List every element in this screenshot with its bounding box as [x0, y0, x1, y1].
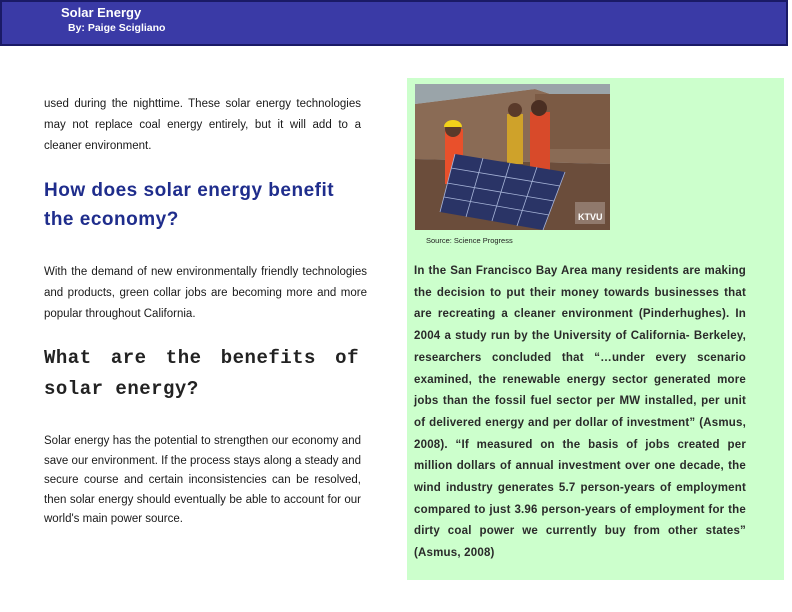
intro-paragraph: used during the nighttime. These solar energy technologies may not replace coal energy entirely, but it will add to a cleaner environment.: [44, 98, 361, 152]
benefits-paragraph: Solar energy has the potential to strengthen our economy and save our environment. If the process stays along a steady and secure course and certain inconsistencies can be resolved, then solar energy should eventually be able to account for our world's main power source.: [44, 435, 361, 525]
photo-caption: Source: Science Progress: [426, 236, 513, 245]
ktvu-logo: KTVU: [578, 212, 603, 222]
document-title: Solar Energy: [61, 5, 142, 20]
author-byline: By: Paige Scigliano: [68, 22, 166, 34]
economy-paragraph: With the demand of new environmentally friendly technologies and products, green collar jobs are becoming more and more popular throughout California.: [44, 266, 367, 320]
heading-benefits: What are the benefits of solar energy?: [44, 347, 359, 400]
bay-area-paragraph: In the San Francisco Bay Area many residents are making the decision to put their money towards businesses that are recreating a cleaner environment (Pinderhughes). In 2004 a study run by the University of California- Berkeley, researchers concluded that “…under every scenario examined, the renewable energy sector generated more jobs than the fossil fuel sector per MW installed, per unit of delivered energy and per dollar of investment” (Asmus, 2008). “If measured on the basis of jobs created per million dollars of annual investment over one decade, the wind industry generates 5.7 person-years of employment compared to just 3.96 person-years of employment for the dirty coal power we currently buy from other states” (Asmus, 2008): [414, 265, 746, 560]
page-header: [0, 0, 788, 46]
solar-panel-photo: [415, 84, 610, 230]
heading-economy: How does solar energy benefit the economy?: [44, 180, 335, 230]
